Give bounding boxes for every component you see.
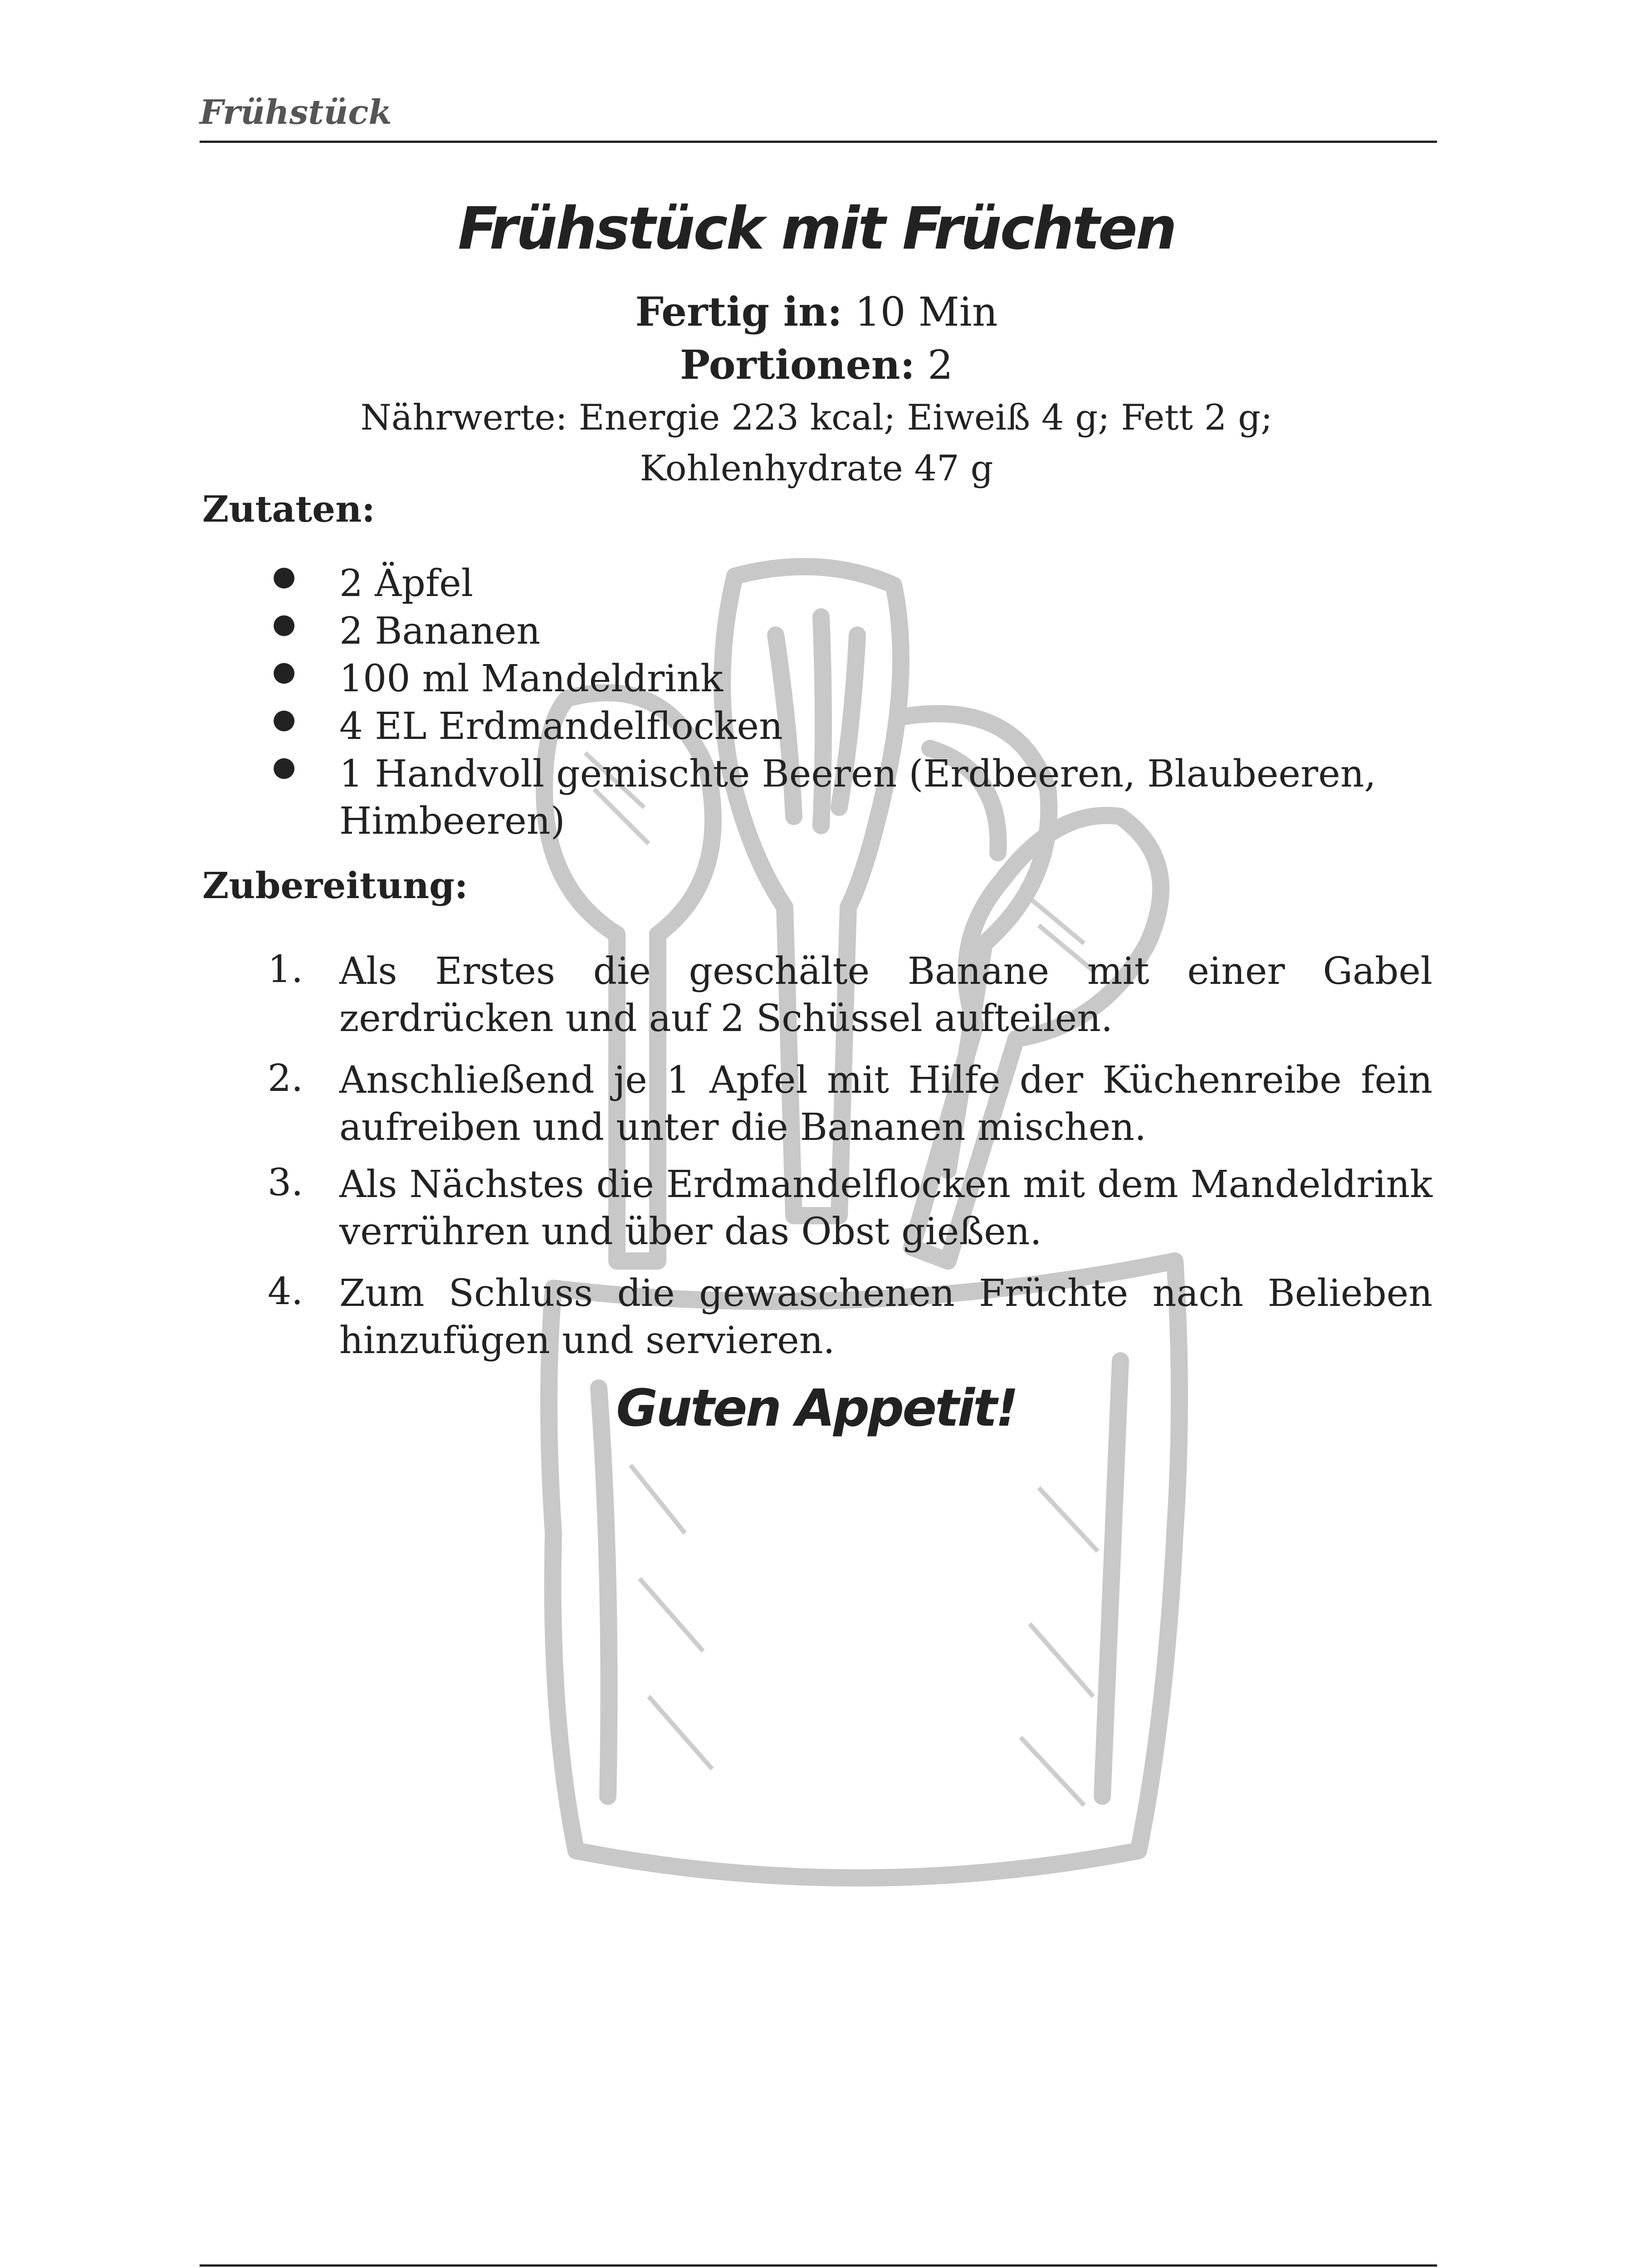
step-text: Anschließend je 1 Apfel mit Hilfe der Küchenreibe fein aufreiben und unter die Bananen mischen. — [339, 1059, 1433, 1149]
preparation-heading: Zubereitung: — [202, 864, 468, 907]
recipe-title: Frühstück mit Früchten — [458, 195, 1175, 263]
ingredient-text: 1 Handvoll gemischte Beeren (Erdbeeren, Blaubeeren, Himbeeren) — [339, 753, 1376, 843]
step-number: 2. — [268, 1057, 303, 1100]
bullet-icon: ● — [272, 751, 296, 782]
bullet-icon: ● — [272, 560, 296, 592]
step-text: Als Erstes die geschälte Banane mit einer Gabel zerdrücken und auf 2 Schüssel aufteilen. — [339, 950, 1433, 1040]
portions — [0, 341, 1633, 388]
ingredient-text: 100 ml Mandeldrink — [339, 657, 723, 700]
step-number: 4. — [268, 1270, 303, 1313]
step-number: 3. — [268, 1161, 303, 1204]
portions-label: Portionen: — [680, 341, 915, 388]
nutrition-info — [318, 392, 1315, 494]
footer-rule — [200, 2264, 1437, 2267]
closing-phrase: Guten Appetit! — [616, 1379, 1017, 1438]
step-text: Zum Schluss die gewaschenen Früchte nach Belieben hinzufügen und servieren. — [339, 1272, 1433, 1362]
bullet-icon: ● — [272, 655, 296, 687]
ready-time — [0, 288, 1633, 335]
bullet-icon: ● — [272, 703, 296, 735]
ingredient-text: 4 EL Erdmandelflocken — [339, 705, 783, 748]
running-header: Frühstück — [200, 93, 392, 132]
nutrition-line-1: Nährwerte: Energie 223 kcal; Eiweiß 4 g; Fett 2 g; — [360, 397, 1273, 438]
bullet-icon: ● — [272, 608, 296, 640]
ingredient-text: 2 Äpfel — [339, 562, 474, 605]
ingredients-heading: Zutaten: — [202, 488, 375, 530]
step-number: 1. — [268, 948, 303, 991]
ingredient-text: 2 Bananen — [339, 610, 541, 653]
portions-value: 2 — [928, 342, 953, 388]
ready-label: Fertig in: — [635, 288, 842, 335]
ready-value: 10 Min — [855, 288, 998, 335]
nutrition-line-2: Kohlenhydrate 47 g — [640, 448, 993, 489]
step-text: Als Nächstes die Erdmandelflocken mit dem Mandeldrink verrühren und über das Obst gießen. — [339, 1163, 1433, 1253]
